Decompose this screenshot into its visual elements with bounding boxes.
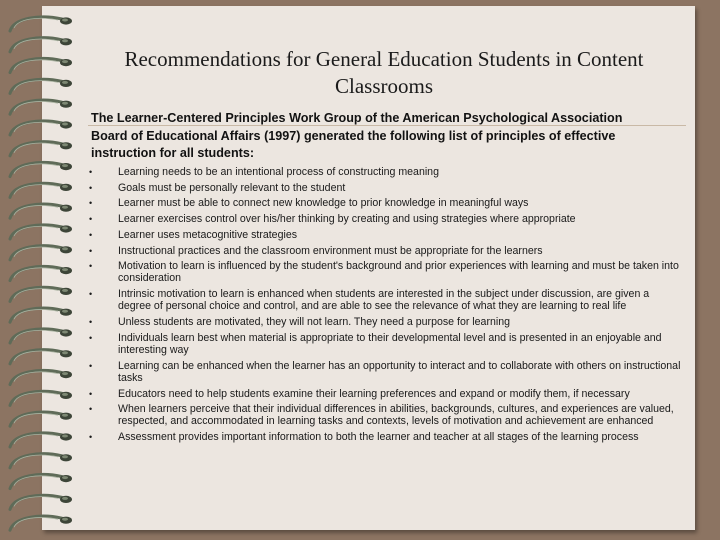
- bullet-icon: •: [89, 245, 93, 256]
- binding-ring-icon: [10, 17, 72, 31]
- list-item: [89, 197, 685, 209]
- list-item-text: When learners perceive that their individual differences in abilities, backgrounds, cultures, and experiences are valued, respected, and accommodated in learning tasks and contexts, levels of motivation and achievement are enhanced: [118, 403, 674, 428]
- binding-ring-icon: [10, 329, 72, 343]
- binding-ring-icon: [10, 433, 72, 447]
- list-item-text: Instructional practices and the classroom environment must be appropriate for the learners: [118, 244, 543, 257]
- bullet-icon: •: [89, 332, 93, 343]
- binding-ring-icon: [10, 121, 72, 135]
- list-item: [89, 360, 685, 384]
- intro-paragraph: The Learner-Centered Principles Work Group of the American Psychological Association Board of Educational Affairs (1997) generated the following list of principles of effective instruction for all students:: [91, 111, 623, 161]
- list-item-text: Learner uses metacognitive strategies: [118, 228, 298, 241]
- list-item-text: Educators need to help students examine their learning preferences and expand or modify them, if necessary: [118, 387, 630, 400]
- binding-ring-icon: [10, 350, 72, 364]
- list-item: [89, 245, 685, 257]
- binding-ring-icon: [10, 391, 72, 405]
- binding-ring-icon: [10, 412, 72, 426]
- list-item-text: Learning can be enhanced when the learner has an opportunity to interact and to collaborate with others on instructional tasks: [118, 359, 681, 384]
- binding-ring-icon: [10, 308, 72, 322]
- list-item: [89, 288, 685, 312]
- list-item-text: Assessment provides important information to both the learner and teacher at all stages of the learning process: [118, 431, 639, 444]
- binding-ring-icon: [10, 183, 72, 197]
- bullet-icon: •: [89, 388, 93, 399]
- bullet-icon: •: [89, 167, 93, 177]
- binding-ring-icon: [10, 267, 72, 281]
- list-item-text: Learner must be able to connect new knowledge to prior knowledge in meaningful ways: [118, 197, 529, 210]
- bullet-icon: •: [89, 198, 93, 209]
- binding-ring-icon: [10, 516, 72, 530]
- bullet-icon: •: [89, 182, 93, 193]
- list-item: [89, 431, 685, 443]
- principles-list: [89, 166, 685, 447]
- bullet-icon: •: [89, 432, 93, 443]
- list-item: [89, 213, 685, 225]
- bullet-icon: •: [89, 214, 93, 225]
- binding-ring-icon: [10, 246, 72, 260]
- binding-ring-icon: [10, 142, 72, 156]
- bullet-icon: •: [89, 261, 93, 272]
- binding-ring-icon: [10, 79, 72, 93]
- bullet-icon: •: [89, 317, 93, 328]
- spiral-binding-icon: [0, 0, 93, 540]
- binding-ring-icon: [10, 287, 72, 301]
- bullet-icon: •: [89, 229, 93, 240]
- list-item-text: Learner exercises control over his/her thinking by creating and using strategies where appropriate: [118, 213, 576, 226]
- binding-ring-icon: [10, 454, 72, 468]
- list-item: [89, 316, 685, 328]
- binding-ring-icon: [10, 225, 72, 239]
- slide-title: Recommendations for General Education Students in Content Classrooms: [124, 47, 644, 98]
- list-item-text: Individuals learn best when material is appropriate to their developmental level and is presented in an enjoyable and interesting way: [118, 331, 662, 356]
- binding-ring-icon: [10, 371, 72, 385]
- bullet-icon: •: [89, 360, 93, 371]
- list-item: [89, 332, 685, 356]
- list-item-text: Motivation to learn is influenced by the student's background and prior experiences with learning and must be taken into consideration: [118, 260, 679, 285]
- binding-ring-icon: [10, 204, 72, 218]
- list-item-text: Goals must be personally relevant to the student: [118, 181, 346, 194]
- binding-ring-icon: [10, 475, 72, 489]
- list-item: [89, 229, 685, 241]
- binding-ring-icon: [10, 38, 72, 52]
- binding-ring-icon: [10, 100, 72, 114]
- list-item: [89, 403, 685, 427]
- list-item: [89, 166, 685, 178]
- list-item: [89, 260, 685, 284]
- list-item: [89, 182, 685, 194]
- list-item: [89, 388, 685, 400]
- bullet-icon: •: [89, 404, 93, 415]
- bullet-icon: •: [89, 289, 93, 300]
- binding-ring-icon: [10, 59, 72, 73]
- list-item-text: Learning needs to be an intentional process of constructing meaning: [118, 166, 439, 178]
- binding-ring-icon: [10, 495, 72, 509]
- list-item-text: Unless students are motivated, they will not learn. They need a purpose for learning: [118, 316, 510, 329]
- binding-ring-icon: [10, 163, 72, 177]
- list-item-text: Intrinsic motivation to learn is enhanced when students are interested in the subject under discussion, are given a degree of personal choice and control, and are able to see the relevance of what they are learning to real life: [118, 288, 650, 313]
